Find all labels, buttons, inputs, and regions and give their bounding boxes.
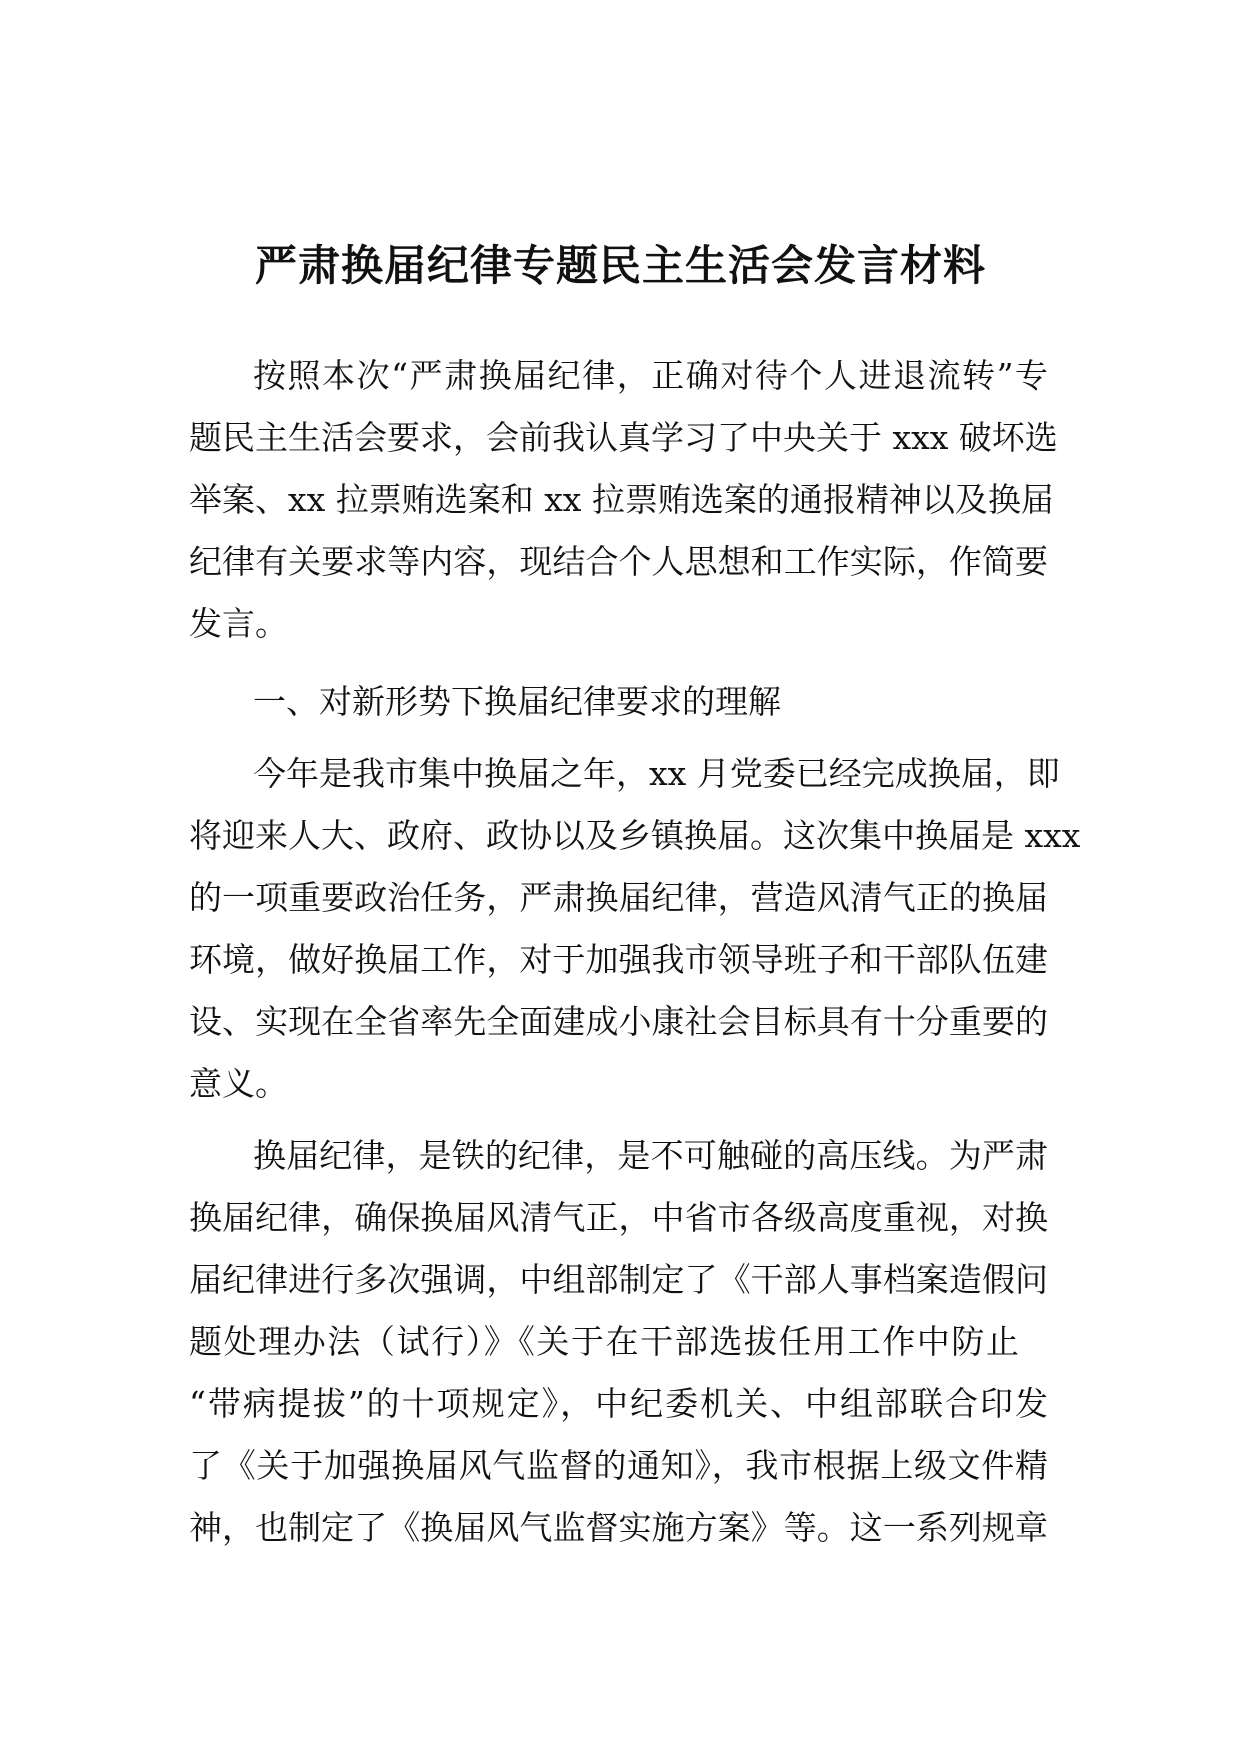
line-text: 题民主生活会要求，会前我认真学习了中央关于 xxx 破坏选 — [189, 418, 1058, 457]
line-text: 按照本次“严肃换届纪律，正确对待个人进退流转”专 — [253, 356, 1048, 395]
line-text: 换届纪律，是铁的纪律，是不可触碰的高压线。为严肃 — [253, 1136, 1048, 1175]
paragraph-line — [0, 868, 1241, 928]
paragraph-line — [0, 1126, 1241, 1186]
paragraph-line — [0, 1312, 1241, 1372]
line-text: 届纪律进行多次强调，中组部制定了《干部人事档案造假问 — [189, 1260, 1048, 1299]
paragraph-line — [0, 1436, 1241, 1496]
line-text: 设、实现在全省率先全面建成小康社会目标具有十分重要的 — [189, 1002, 1048, 1041]
line-text: 意义。 — [189, 1064, 288, 1103]
paragraph-line — [0, 346, 1241, 406]
heading-text: 一、对新形势下换届纪律要求的理解 — [253, 682, 781, 721]
paragraph-line — [0, 594, 1241, 654]
paragraph-line — [0, 1498, 1241, 1558]
paragraph-line — [0, 930, 1241, 990]
line-text: 今年是我市集中换届之年，xx 月党委已经完成换届，即 — [253, 754, 1060, 793]
paragraph-line — [0, 1250, 1241, 1310]
line-text: 纪律有关要求等内容，现结合个人思想和工作实际，作简要 — [189, 542, 1048, 581]
line-text: 举案、xx 拉票贿选案和 xx 拉票贿选案的通报精神以及换届 — [189, 480, 1054, 519]
paragraph-line — [0, 1054, 1241, 1114]
line-text: 了《关于加强换届风气监督的通知》，我市根据上级文件精 — [189, 1446, 1048, 1485]
line-text: 换届纪律，确保换届风清气正，中省市各级高度重视，对换 — [189, 1198, 1048, 1237]
paragraph-line — [0, 1374, 1241, 1434]
line-text: 将迎来人大、政府、政协以及乡镇换届。这次集中换届是 xxx — [189, 816, 1081, 855]
paragraph-line — [0, 744, 1241, 804]
paragraph-line — [0, 470, 1241, 530]
paragraph-line — [0, 806, 1241, 866]
paragraph-line — [0, 992, 1241, 1052]
line-text: 发言。 — [189, 604, 288, 643]
line-text: 神，也制定了《换届风气监督实施方案》等。这一系列规章 — [189, 1508, 1048, 1547]
line-text: “带病提拔”的十项规定》，中纪委机关、中组部联合印发 — [189, 1384, 1048, 1423]
section-heading — [0, 672, 1241, 732]
paragraph-line — [0, 1188, 1241, 1248]
paragraph-line — [0, 532, 1241, 592]
paragraph-line — [0, 408, 1241, 468]
line-text: 环境，做好换届工作，对于加强我市领导班子和干部队伍建 — [189, 940, 1048, 979]
document-title: 严肃换届纪律专题民主生活会发言材料 — [254, 241, 986, 290]
line-text: 的一项重要政治任务，严肃换届纪律，营造风清气正的换届 — [189, 878, 1048, 917]
line-text: 题处理办法（试行）》《关于在干部选拔任用工作中防止 — [189, 1322, 1019, 1361]
